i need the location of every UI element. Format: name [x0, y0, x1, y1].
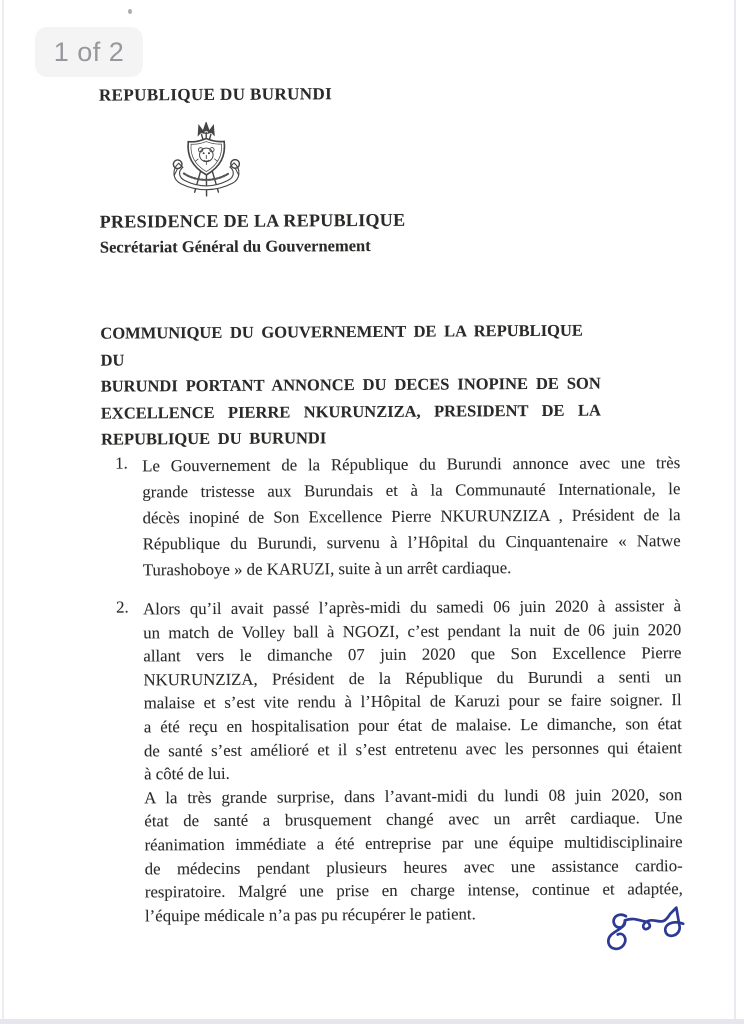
document-text-line: a été reçu en hospitalisation pour état de malaise. Le dimanche, son état — [143, 714, 682, 737]
title-line: BURUNDI PORTANT ANNONCE DU DECES INOPINE DE SON — [100, 373, 601, 396]
document-text-line: NKURUNZIZA, Président de la République du Burundi a senti un — [143, 666, 682, 690]
document-text-line: de médecins pendant plusieurs heures avec une assistance cardio- — [144, 855, 683, 878]
burundi-coat-of-arms-icon — [166, 122, 246, 199]
paragraph-number: 1. — [115, 453, 128, 473]
document-text-line: malaise et s’est vite rendu à l’Hôpital de Karuzi pour se faire soigner. Il — [143, 690, 682, 713]
document-text-line: l’équipe médicale n’a pas pu récupérer le patient. — [144, 904, 476, 926]
document-text-line: allant vers le dimanche 07 juin 2020 que Son Excellence Pierre — [143, 643, 682, 666]
title-line: EXCELLENCE PIERRE NKURUNZIZA, PRESIDENT DE LA — [100, 400, 601, 423]
title-line: REPUBLIQUE DU BURUNDI — [100, 428, 327, 449]
document-text-line: grande tristesse aux Burundais et à la Communauté Internationale, le — [142, 479, 681, 502]
presidency-heading: PRESIDENCE DE LA REPUBLIQUE — [99, 209, 406, 232]
document-text-line: Alors qu’il avait passé l’après-midi du samedi 06 juin 2020 à assister à — [143, 596, 682, 619]
title-line: COMMUNIQUE DU GOUVERNEMENT DE LA REPUBLIQUE DU — [100, 320, 583, 370]
paragraph — [116, 594, 683, 786]
handwritten-paraph-signature-icon — [601, 904, 705, 965]
document-text-line: un match de Volley ball à NGOZI, c’est pendant la nuit de 06 juin 2020 — [143, 619, 682, 642]
document-text-line: de santé s’est amélioré et il s’est entretenu avec les personnes qui étaient — [143, 737, 683, 760]
paragraphs — [115, 450, 683, 928]
document-text-line: décès inopiné de Son Excellence Pierre NKURUNZIZA , Président de la — [142, 505, 681, 528]
document-text-line: respiratoire. Malgré une prise en charge intense, continue et adaptée, — [144, 879, 683, 902]
document-text-line: République du Burundi, survenu à l’Hôpital du Cinquantenaire « Natwe — [142, 531, 681, 554]
document-text-line: A la très grande surprise, dans l’avant-midi du lundi 08 juin 2020, son — [144, 784, 683, 808]
page-count-badge — [35, 27, 143, 77]
document-text-line: à côté de lui. — [144, 764, 230, 784]
document-text-line: réanimation immédiate a été entreprise par une équipe multidisciplinaire — [144, 832, 683, 855]
document-text-line: Le Gouvernement de la République du Burundi annonce avec une très — [142, 453, 681, 476]
page-count-label: 1 of 2 — [53, 36, 125, 67]
document-text-line: Turashoboye » de KARUZI, suite à un arrêt cardiaque. — [142, 558, 512, 580]
title-block — [100, 318, 601, 454]
country-heading: REPUBLIQUE DU BURUNDI — [98, 84, 333, 105]
paragraph-number: 2. — [116, 597, 129, 617]
document-text-line: état de santé a brusquement changé avec un arrêt cardiaque. Une — [144, 808, 683, 831]
secretariat-heading: Secrétariat Général du Gouvernement — [99, 236, 371, 257]
paragraph — [115, 450, 681, 583]
